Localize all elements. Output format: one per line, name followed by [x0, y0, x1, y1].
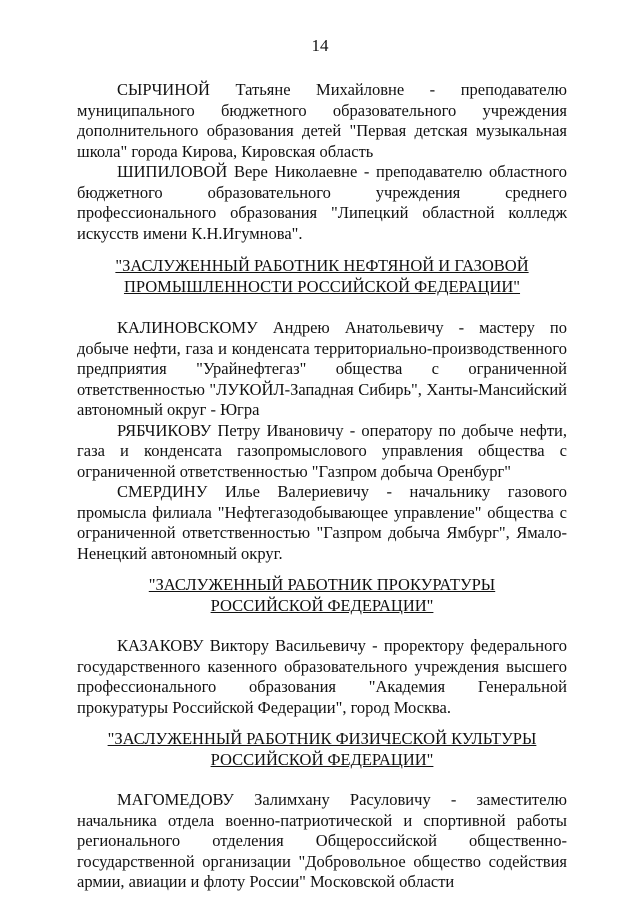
section-heading-prosecutor: "ЗАСЛУЖЕННЫЙ РАБОТНИК ПРОКУРАТУРЫ РОССИЙСКОЙ ФЕДЕРАЦИИ" [148, 575, 496, 615]
award-entry-magomedov: МАГОМЕДОВУ Залимхану Расуловичу - заместителю начальника отдела военно-патриотической и спортивной работы регионального отделения Общероссийской общественно-государственной организации "Добровольное общество содействия армии, авиации и флоту России" Московской области [77, 790, 567, 891]
award-entry-smerdin: СМЕРДИНУ Илье Валериевичу - начальнику газового промысла филиала "Нефтегазодобывающее управление" общества с ограниченной ответственностью "Газпром добыча Ямбург", Ямало-Ненецкий автономный округ. [77, 482, 567, 563]
award-entry-shipilova: ШИПИЛОВОЙ Вере Николаевне - преподавателю областного бюджетного образовательного учреждения среднего профессионального образования "Липецкий областной колледж искусств имени К.Н.Игумнова". [77, 162, 567, 243]
award-entry-ryabchikov: РЯБЧИКОВУ Петру Ивановичу - оператору по добыче нефти, газа и конденсата газопромыслового управления общества с ограниченной ответственностью "Газпром добыча Оренбург" [77, 420, 567, 481]
award-entry-kazakov: КАЗАКОВУ Виктору Васильевичу - проректору федерального государственного казенного образовательного учреждения высшего профессионального образования "Академия Генеральной прокуратуры Российской Федерации", город Москва. [77, 636, 567, 717]
section-heading-oil-gas: "ЗАСЛУЖЕННЫЙ РАБОТНИК НЕФТЯНОЙ И ГАЗОВОЙ ПРОМЫШЛЕННОСТИ РОССИЙСКОЙ ФЕДЕРАЦИИ" [115, 256, 529, 296]
section-heading-physical-culture: "ЗАСЛУЖЕННЫЙ РАБОТНИК ФИЗИЧЕСКОЙ КУЛЬТУРЫ РОССИЙСКОЙ ФЕДЕРАЦИИ" [107, 729, 537, 769]
document-body [77, 80, 567, 893]
award-entry-kalinovsky: КАЛИНОВСКОМУ Андрею Анатольевичу - мастеру по добыче нефти, газа и конденсата территориально-производственного предприятия "Урайнефтегаз" общества с ограниченной ответственностью "ЛУКОЙЛ-Западная Сибирь", Ханты-Мансийский автономный округ - Югра [77, 318, 567, 419]
page-number: 14 [311, 36, 329, 55]
award-entry-syrchina: СЫРЧИНОЙ Татьяне Михайловне - преподавателю муниципального бюджетного образовательного учреждения дополнительного образования детей "Первая детская музыкальная школа" города Кирова, Кировская область [77, 80, 567, 161]
